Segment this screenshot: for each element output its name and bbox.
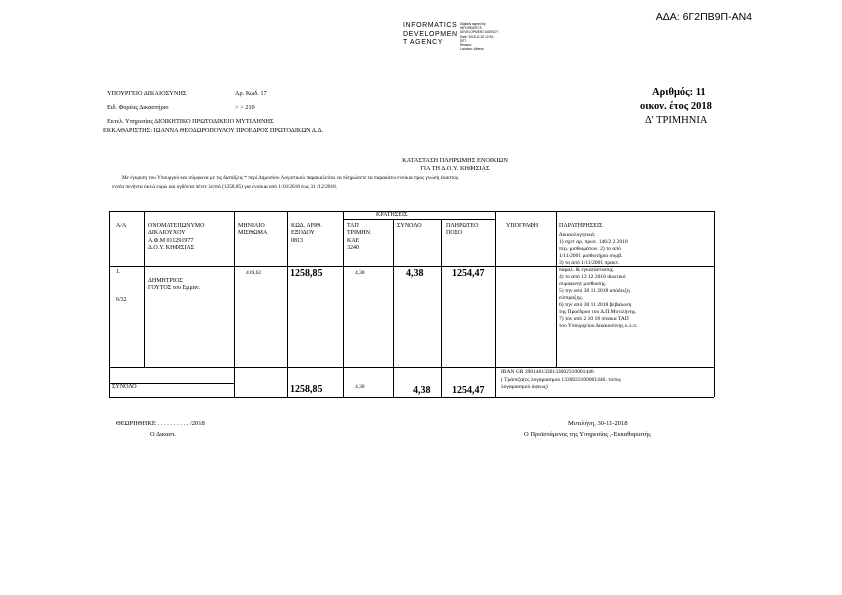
col-budget-code: ΚΩΔ. ΑΡΙΘ. ΕΞΟΔΟΥ 0813	[291, 223, 322, 244]
col-remarks: ΠΑΡΑΤΗΡΗΣΕΙΣ	[559, 223, 603, 229]
quarter: Δ' ΤΡΙΜΗΝΙΑ	[645, 115, 708, 126]
logo-text: INFORMATICS DEVELOPMEN T AGENCY	[403, 22, 458, 46]
accountant-line: ΕΚΚΑΘΑΡΙΣΤΗΣ: ΙΩΑΝΝΑ ΘΕΟΔΩΡΟΠΟΥΛΟΥ ΠΡΟΕΔΡΟΣ ΠΡΩΤΟΔΙΚΩΝ Δ.Δ.	[103, 127, 324, 134]
digital-signature-logo	[403, 22, 499, 52]
ministry-code: Αρ. Κωδ. 17	[235, 90, 267, 97]
col-total: ΣΥΝΟΛΟ	[397, 223, 422, 229]
visa-line: ΘΕΩΡΗΘΗΚΕ . . . . . . . . . . /2018	[116, 420, 205, 427]
intro-line-1: Με έγκριση του Υπουργού και σύμφωνα με τις διατάξεις * περί Δημοσίου Λογιστικού παρακαλείται να πληρώσετε τα παρακάτω ενοίκια προς γνώση έκαστος.	[122, 175, 460, 181]
row-ref: 6/32	[116, 297, 127, 303]
totals-label: ΣΥΝΟΛΟ	[112, 384, 137, 390]
place-date: Μυτιλήνη, 30-11-2018	[568, 420, 628, 427]
row-payable: 1254,47	[452, 268, 485, 279]
service-line: Ειδ. Φορέας Δικαστήριο	[107, 104, 169, 111]
service-code: > > 210	[235, 104, 255, 111]
row-amount: 1258,85	[290, 268, 323, 279]
ada-code: ΑΔΑ: 6Γ2ΠΒ9Π-ΑΝ4	[655, 11, 752, 23]
totals-tapi: 4,38	[355, 384, 365, 390]
row-monthly: 419,62	[246, 270, 262, 276]
document-subtitle: ΓΙΑ ΤΗ Δ.Ο.Υ. ΚΗΦΙΣΙΑΣ	[420, 165, 490, 172]
row-aa: 1.	[116, 269, 121, 275]
col-beneficiary: ΟΝΟΜΑΤΕΠΩΝΥΜΟ ΔΙΚΑΙΟΥΧΟΥ Α.Φ.Μ 011291977 Δ.Ο.Υ. ΚΗΦΙΣΙΑΣ	[148, 223, 205, 252]
col-tapi: ΤΑΠ ΤΡΙΜΗΝ. ΚΑΕ 3240	[347, 223, 372, 252]
auditor-title: Ο Δικαστ.	[150, 431, 177, 438]
document-number: Αριθμός: 11	[652, 87, 706, 98]
executing-service: Εκτελ. Υπηρεσίας ΔΙΟΙΚΗΤΙΚΟ ΠΡΩΤΟΔΙΚΕΙΟ ΜΥΤΙΛΗΝΗΣ	[107, 118, 274, 125]
withholdings-header: ΚΡΑΤΗΣΕΙΣ	[376, 212, 408, 218]
col-signature: ΥΠΟΓΡΑΦΗ	[506, 223, 539, 229]
signatory-title: Ο Προϊστάμενος της Υπηρεσίας ,-Εκκαθαριστής	[524, 431, 651, 438]
signature-details: Digitally signed by INFORMATICS DEVELOPMENT AGENCY Date: 2018.11.30 12:34: EET Reason: Location: Athens	[460, 22, 499, 52]
intro-line-2: εννέα πενήντα οκτώ ευρώ και ογδόντα πέντε λεπτά (1258,85) για ενοίκια από 1/10/2018 έως 31 /12/2018.	[112, 184, 338, 190]
totals-total: 4,38	[413, 385, 431, 396]
remarks-list: Δικαιολογητικά: 1) σχετ αρ. πρωτ. 146/2 2 2018 περ. μισθωμάτων. 2) το από 1/11/2001 μισθωτήριο συμβ. 3) το από 1/11/2001 πρακτ. παραλ. & εγκατάστασης. 4) το από 13 12 2016 ιδιωτικό συμφωνητ μισθωσης. 5) την από 30 11 2018 απόδειξη είσπραξης. 6) την από 30 11 2018 βεβαίωση της Προέδρου του Δ.Π.Μυτιλήνης. 7) τον από 2 10 18 πίνακα ΤΑΠ του Υπουργείου Δικαιοσύνης κ.λ.π.	[559, 232, 638, 329]
col-payable: ΠΛΗΡΩΤΕΟ ΠΟΣΟ	[446, 223, 479, 237]
totals-amount: 1258,85	[290, 384, 323, 395]
iban-info: IBAN GR 3901401330133002310001446 ( Τράπεζα(ες λογαριασμού 1330023100001446. τύπος λογαριασμού όψεως)	[501, 369, 621, 390]
col-aa: Α/Α	[116, 223, 127, 229]
document-title: ΚΑΤΑΣΤΑΣΗ ΠΛΗΡΩΜΗΣ ΕΝΟΙΚΙΩΝ	[402, 157, 508, 164]
col-monthly-rent: ΜΗΝΙΑΙΟ ΜΙΣΘΩΜΑ	[238, 223, 268, 237]
row-beneficiary: ΔΗΜΗΤΡΙΟΣ ΓΟΥΤΟΣ του Εμμαν.	[148, 278, 201, 292]
row-tapi: 4,38	[355, 270, 365, 276]
totals-payable: 1254,47	[452, 385, 485, 396]
ministry-name: ΥΠΟΥΡΓΕΙΟ ΔΙΚΑΙΟΣΥΝΗΣ	[107, 90, 187, 97]
fiscal-year: οικον. έτος 2018	[640, 101, 712, 112]
row-total: 4,38	[406, 268, 424, 279]
